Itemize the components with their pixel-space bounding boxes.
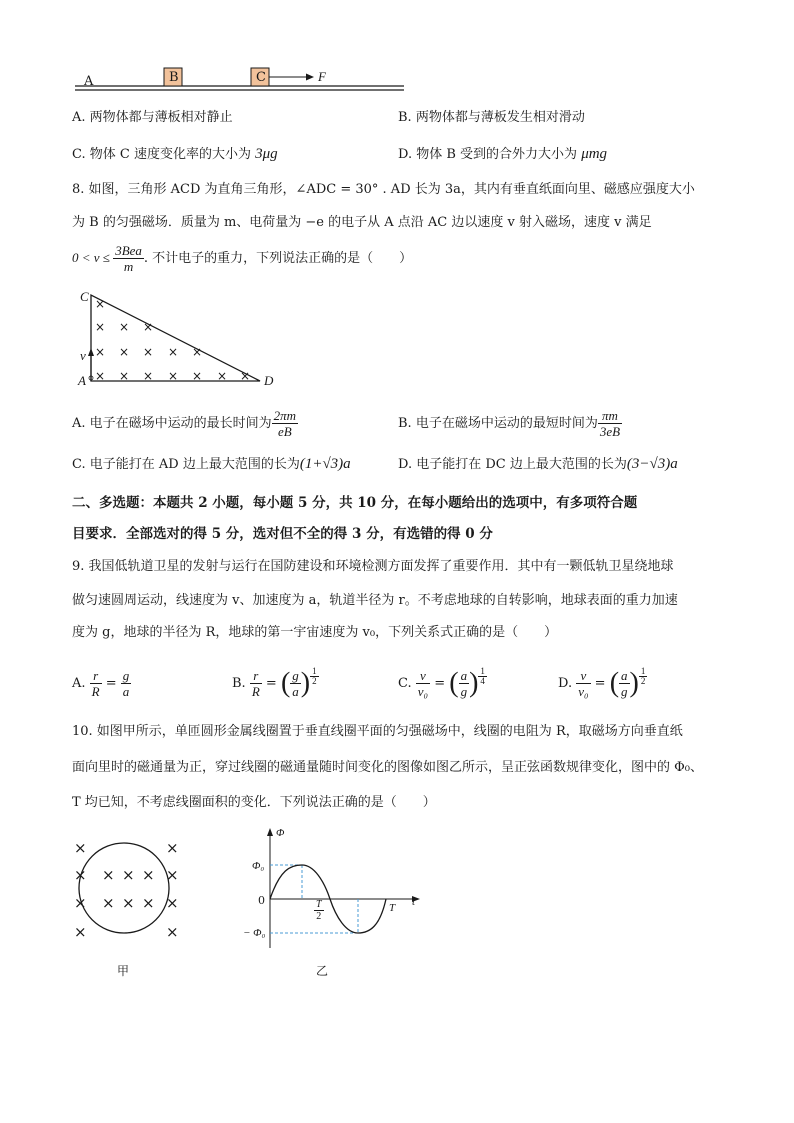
half-period-fraction xyxy=(314,899,324,922)
q9-b-exponent xyxy=(310,666,319,687)
half-period-num: T xyxy=(316,899,322,910)
svg-text:×: × xyxy=(74,866,87,884)
q8-fraction-num: 3Bea xyxy=(115,243,142,258)
q9-option-d-label: D. xyxy=(558,676,573,691)
q9-b-left xyxy=(250,668,262,699)
q8-line3-prefix: 0 < v ≤ xyxy=(72,250,114,265)
q8-option-c xyxy=(72,455,351,474)
q9-option-c-label: C. xyxy=(398,676,412,691)
label-f: F xyxy=(318,69,326,84)
flux-graph-half-period xyxy=(314,899,324,922)
q9-option-a-label: A. xyxy=(72,676,86,691)
svg-text:×: × xyxy=(95,297,106,311)
q9-c-lparen: ( xyxy=(449,667,459,699)
coil-field-crosses xyxy=(74,839,179,941)
q8-option-a-text: A. 电子在磁场中运动的最长时间为 xyxy=(72,416,272,431)
q8-option-a xyxy=(72,406,298,442)
q9-option-d: D. $\frac{v}{\text{v₀}}$ = ( $\frac{a}{g}$ ) $^{\frac{1}{2}}$ xyxy=(558,666,646,699)
q9-c-right-den: g xyxy=(460,684,468,699)
q10-line3: T 均已知，不考虑线圈面积的变化．下列说法正确的是（ ） xyxy=(72,795,436,810)
q9-b-right-num: g xyxy=(292,668,299,683)
q9-c-left xyxy=(416,668,430,699)
q9-line3: 度为 g，地球的半径为 R，地球的第一宇宙速度为 v₀，下列关系式正确的是（ ） xyxy=(72,625,558,640)
q9-c-rparen: ) xyxy=(469,667,479,699)
svg-text:×: × xyxy=(142,894,155,912)
svg-text:×: × xyxy=(166,923,179,941)
q9-d-left xyxy=(576,668,590,699)
q8-option-d-math: (3−√3)a xyxy=(626,456,678,472)
q9-a-left-num: r xyxy=(90,668,102,684)
label-a-vertex: A xyxy=(78,373,86,388)
svg-text:×: × xyxy=(142,866,155,884)
q9-b-right xyxy=(290,668,301,699)
q7-option-c-text: C. 物体 C 速度变化率的大小为 xyxy=(72,147,256,162)
label-c-vertex: C xyxy=(80,289,89,304)
q9-a-right-num: g xyxy=(122,668,130,683)
q7-option-d xyxy=(398,145,607,164)
flux-graph-ylabel: Φ xyxy=(276,827,285,839)
q8-option-c-text: C. 电子能打在 AD 边上最大范围的长为 xyxy=(72,457,300,472)
label-b: B xyxy=(169,70,179,85)
q9-d-exp-num: 1 xyxy=(640,666,646,677)
q9-d-exponent xyxy=(639,666,648,687)
q9-option-a: A. $\frac{r}{R}$ = $\frac{g}{a}$ xyxy=(72,668,130,699)
q8-line3-suffix: . 不计电子的重力，下列说法正确的是（ ） xyxy=(143,251,413,266)
svg-text:×: × xyxy=(166,866,179,884)
svg-text:×: × xyxy=(143,369,154,383)
q9-b-exp-num: 1 xyxy=(312,666,317,677)
q9-b-exp-den: 2 xyxy=(312,676,317,687)
q9-option-b: B. $\frac{r}{R}$ = ( $\frac{g}{a}$ ) $^{\frac{1}{2}}$ xyxy=(232,666,317,699)
q9-b-lparen: ( xyxy=(280,667,291,699)
q7-option-c-math: 3μg xyxy=(255,146,278,162)
svg-text:×: × xyxy=(143,320,154,334)
q9-d-lparen: ( xyxy=(609,667,620,699)
force-arrow-head xyxy=(306,74,314,81)
q8-option-b-den: 3eB xyxy=(599,424,621,439)
q8-option-b xyxy=(398,406,622,442)
flux-graph-y-arrow xyxy=(267,828,273,836)
q8-line3 xyxy=(72,240,412,277)
svg-text:×: × xyxy=(122,894,135,912)
q9-c-right xyxy=(459,668,470,699)
q8-option-b-text: B. 电子在磁场中运动的最短时间为 xyxy=(398,416,598,431)
q9-b-left-den: R xyxy=(251,684,260,699)
svg-text:×: × xyxy=(95,320,106,334)
section2-line2: 目要求．全部选对的得 5 分，选对但不全的得 3 分，有选错的得 0 分 xyxy=(72,526,493,542)
q7-option-b: B. 两物体都与薄板发生相对滑动 xyxy=(398,110,585,125)
svg-text:×: × xyxy=(95,369,106,383)
q8-option-c-math: (1+√3)a xyxy=(299,456,351,472)
flux-graph-origin: 0 xyxy=(258,894,265,907)
svg-text:×: × xyxy=(102,866,115,884)
q7-option-c xyxy=(72,145,278,164)
svg-text:×: × xyxy=(217,369,228,383)
q7-option-a: A. 两物体都与薄板相对静止 xyxy=(72,110,233,125)
q8-option-d xyxy=(398,455,678,474)
svg-text:×: × xyxy=(74,923,87,941)
svg-text:×: × xyxy=(240,369,251,383)
svg-text:×: × xyxy=(119,345,130,359)
q9-b-left-num: r xyxy=(250,668,262,684)
flux-graph-t-label: T xyxy=(389,902,396,914)
q8-option-b-fraction xyxy=(598,408,622,439)
q9-d-right-den: g xyxy=(621,684,628,699)
svg-text:×: × xyxy=(192,345,203,359)
half-period-den: 2 xyxy=(316,911,322,922)
svg-text:×: × xyxy=(102,894,115,912)
q8-line2: 为 B 的匀强磁场．质量为 m、电荷量为 −e 的电子从 A 点沿 AC 边以速度 v 射入磁场，速度 v 满足 xyxy=(72,215,652,230)
triangle-figure xyxy=(72,288,292,392)
q9-c-exp-den: 4 xyxy=(480,676,485,687)
svg-text:×: × xyxy=(119,369,130,383)
q9-d-left-num: v xyxy=(576,668,590,684)
q9-b-rparen: ) xyxy=(300,667,311,699)
q8-velocity-fraction xyxy=(113,243,144,274)
q9-d-right-num: a xyxy=(621,668,628,683)
q8-option-b-num: πm xyxy=(598,408,622,424)
q9-a-right xyxy=(121,668,132,699)
svg-text:×: × xyxy=(143,345,154,359)
coil-figure xyxy=(66,834,186,944)
coil-circle xyxy=(79,843,169,933)
q7-option-d-math: μmg xyxy=(581,146,608,162)
q8-fraction-den: m xyxy=(123,259,134,274)
q9-line2: 做匀速圆周运动，线速度为 v、加速度为 a，轨道半径为 r。不考虑地球的自转影响，地球表面的重力加速 xyxy=(72,593,678,608)
figure-yi-caption: 乙 xyxy=(316,964,329,978)
q9-line1: 9. 我国低轨道卫星的发射与运行在国防建设和环境检测方面发挥了重要作用．其中有一颗低轨卫星绕地球 xyxy=(72,559,674,574)
q8-option-d-text: D. 电子能打在 DC 边上最大范围的长为 xyxy=(398,457,627,472)
q8-option-a-den: eB xyxy=(278,424,292,439)
label-a: A xyxy=(84,74,94,89)
q8-line1: 8. 如图，三角形 ACD 为直角三角形，∠ADC = 30° . AD 长为 3a，其内有垂直纸面向里、磁感应强度大小 xyxy=(72,182,695,197)
q9-c-exponent xyxy=(478,666,487,687)
svg-text:×: × xyxy=(166,839,179,857)
field-crosses xyxy=(95,297,250,383)
q7-option-d-text: D. 物体 B 受到的合外力大小为 xyxy=(398,147,582,162)
svg-text:×: × xyxy=(168,369,179,383)
q9-c-right-num: a xyxy=(460,668,468,683)
section2-line1: 二、多选题：本题共 2 小题，每小题 5 分，共 10 分，在每小题给出的选项中，有多项符合题 xyxy=(72,495,638,511)
svg-text:×: × xyxy=(166,894,179,912)
svg-text:×: × xyxy=(119,320,130,334)
board-diagram xyxy=(70,60,410,100)
q9-c-exp-num: 1 xyxy=(480,666,485,677)
flux-graph-xlabel: t xyxy=(412,896,416,908)
svg-text:×: × xyxy=(122,866,135,884)
q8-option-a-fraction xyxy=(272,408,298,439)
q9-a-left-den: R xyxy=(91,684,100,699)
q9-d-exp-den: 2 xyxy=(640,676,646,687)
q9-option-b-label: B. xyxy=(232,676,246,691)
q9-a-left xyxy=(90,668,102,699)
q9-d-rparen: ) xyxy=(629,667,639,699)
svg-text:×: × xyxy=(95,345,106,359)
label-c: C xyxy=(256,70,266,85)
q9-c-left-num: v xyxy=(416,668,430,684)
q9-d-right xyxy=(619,668,630,699)
svg-text:×: × xyxy=(74,839,87,857)
q9-c-left-den: v₀ xyxy=(417,684,429,699)
flux-graph-neg-phi0: − Φ₀ xyxy=(243,927,266,939)
label-v: v xyxy=(80,348,86,363)
q9-option-c: C. $\frac{v}{\text{v₀}}$ = ( $\frac{a}{g}$ ) $^{\frac{1}{4}}$ xyxy=(398,666,485,699)
q10-line1: 10. 如图甲所示，单匝圆形金属线圈置于垂直线圈平面的匀强磁场中，线圈的电阻为 R，取磁场方向垂直纸 xyxy=(72,724,683,739)
velocity-arrow-head xyxy=(88,348,94,356)
svg-text:×: × xyxy=(74,894,87,912)
svg-text:×: × xyxy=(192,369,203,383)
figure-jia-caption: 甲 xyxy=(117,964,130,978)
q9-b-right-den: a xyxy=(292,684,299,699)
flux-graph-phi0: Φ₀ xyxy=(252,860,265,872)
q9-d-left-den: v₀ xyxy=(578,684,589,699)
q9-a-right-den: a xyxy=(122,684,130,699)
q10-line2: 面向里时的磁通量为正，穿过线圈的磁通量随时间变化的图像如图乙所示，呈正弦函数规律变化，图中的 Φ₀、 xyxy=(72,760,704,775)
label-d-vertex: D xyxy=(264,373,274,388)
q8-option-a-num: 2πm xyxy=(273,408,297,423)
svg-text:×: × xyxy=(168,345,179,359)
flux-graph xyxy=(240,826,425,956)
